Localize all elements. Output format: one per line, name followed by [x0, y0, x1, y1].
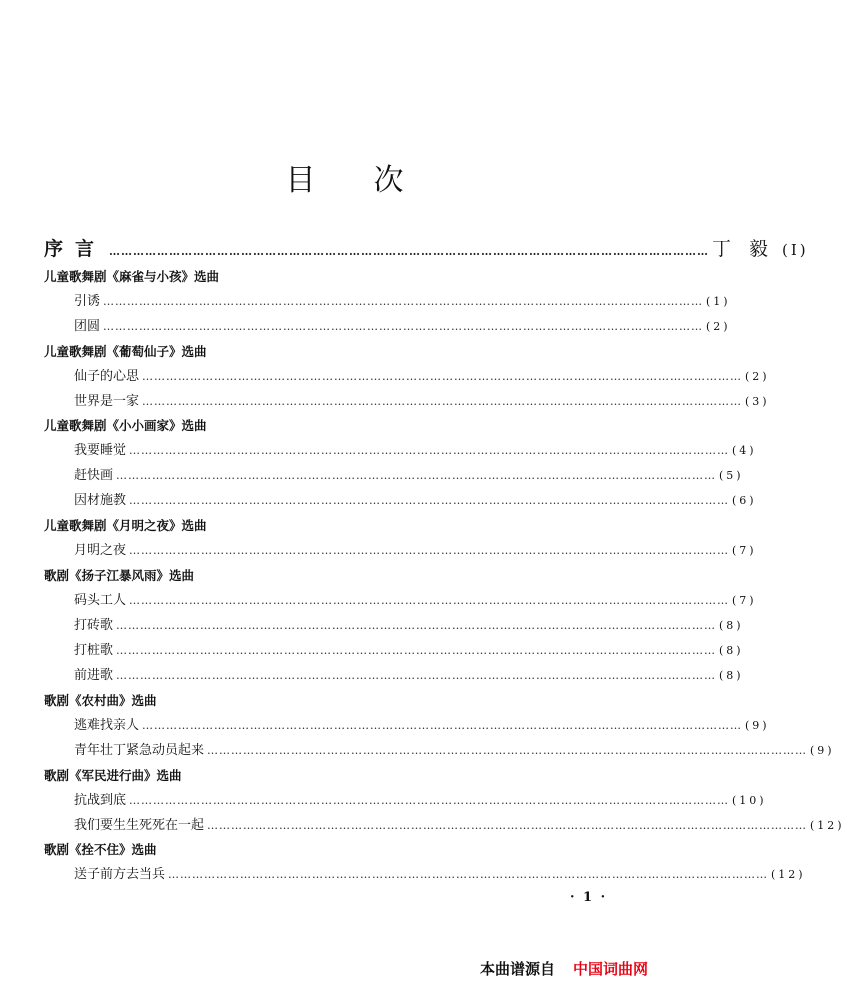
preface-label: 序言: [44, 238, 107, 260]
entry-title: 我要睡觉: [74, 443, 127, 458]
entry-title: 打砖歌: [74, 618, 114, 633]
entry-page: (7): [732, 544, 757, 557]
entry-page: (10): [732, 794, 767, 807]
dot-leader: ……………………………………………………………………………………………………………………………………: [142, 395, 743, 408]
entry-page: (9): [745, 719, 770, 732]
page-title-char-2: 次: [373, 163, 404, 198]
dot-leader: ……………………………………………………………………………………………………………………………………: [116, 644, 717, 657]
entry-page: (1): [706, 295, 731, 308]
entry-title: 世界是一家: [74, 394, 140, 409]
entry-page: (9): [810, 744, 835, 757]
toc-entry[interactable]: [44, 489, 757, 508]
dot-leader: ……………………………………………………………………………………………………………………………………: [142, 719, 743, 732]
section-heading: 儿童歌舞剧《葡萄仙子》选曲: [44, 344, 207, 359]
dot-leader: ……………………………………………………………………………………………………………………………………: [103, 295, 704, 308]
entry-page: (8): [719, 644, 744, 657]
dot-leader: ……………………………………………………………………………………………………………………………………: [207, 744, 808, 757]
dot-leader: ……………………………………………………………………………………………………………………………………: [142, 370, 743, 383]
toc-entry[interactable]: [44, 789, 767, 808]
toc-entry[interactable]: [44, 664, 744, 683]
entry-title: 青年壮丁紧急动员起来: [74, 743, 205, 758]
section-heading: 歌剧《农村曲》选曲: [44, 693, 157, 708]
dot-leader: ……………………………………………………………………………………………………………………………………: [116, 669, 717, 682]
watermark-site-name[interactable]: 中国词曲网: [573, 960, 649, 978]
dot-leader: ……………………………………………………………………………………………………………………………………: [129, 444, 730, 457]
page-number: · 1 ·: [570, 890, 608, 905]
toc-entry[interactable]: [44, 739, 835, 758]
entry-title: 引诱: [74, 294, 101, 309]
entry-title: 逃难找亲人: [74, 718, 140, 733]
page-title: [0, 155, 689, 199]
section-heading: 歌剧《军民进行曲》选曲: [44, 768, 182, 783]
entry-page: (6): [732, 494, 757, 507]
toc-entry[interactable]: [44, 439, 757, 458]
source-watermark: [480, 958, 648, 979]
entry-title: 因材施教: [74, 493, 127, 508]
entry-page: (8): [719, 669, 744, 682]
preface-author: 丁毅: [712, 238, 787, 260]
page-title-char-1: 目: [285, 163, 316, 198]
toc-entry[interactable]: [44, 589, 757, 608]
toc-entry[interactable]: [44, 863, 806, 882]
toc-entry[interactable]: [44, 464, 744, 483]
toc-entry[interactable]: [44, 539, 757, 558]
dot-leader: ……………………………………………………………………………………………………………………………………: [103, 320, 704, 333]
dot-leader: ……………………………………………………………………………………………………………………………………: [109, 245, 710, 258]
dot-leader: ……………………………………………………………………………………………………………………………………: [129, 794, 730, 807]
section-heading: 歌剧《扬子江暴风雨》选曲: [44, 568, 195, 583]
toc-entry[interactable]: [44, 290, 731, 309]
preface-page: (I): [782, 241, 809, 259]
preface-entry[interactable]: [44, 234, 809, 261]
toc-entry[interactable]: [44, 814, 845, 833]
toc-entry[interactable]: [44, 714, 770, 733]
entry-page: (12): [771, 868, 806, 881]
toc-entry[interactable]: [44, 365, 770, 384]
section-heading: 儿童歌舞剧《小小画家》选曲: [44, 418, 207, 433]
entry-title: 月明之夜: [74, 543, 127, 558]
entry-page: (3): [745, 395, 770, 408]
entry-page: (2): [706, 320, 731, 333]
entry-title: 仙子的心思: [74, 369, 140, 384]
entry-title: 前进歌: [74, 668, 114, 683]
dot-leader: ……………………………………………………………………………………………………………………………………: [129, 594, 730, 607]
entry-title: 抗战到底: [74, 793, 127, 808]
entry-title: 赶快画: [74, 468, 114, 483]
section-heading: 儿童歌舞剧《月明之夜》选曲: [44, 518, 207, 533]
dot-leader: ……………………………………………………………………………………………………………………………………: [116, 619, 717, 632]
entry-title: 打桩歌: [74, 643, 114, 658]
section-heading: 儿童歌舞剧《麻雀与小孩》选曲: [44, 269, 220, 284]
toc-entry[interactable]: [44, 639, 744, 658]
dot-leader: ……………………………………………………………………………………………………………………………………: [168, 868, 769, 881]
toc-entry[interactable]: [44, 315, 731, 334]
entry-title: 团圆: [74, 319, 101, 334]
dot-leader: ……………………………………………………………………………………………………………………………………: [129, 544, 730, 557]
entry-page: (4): [732, 444, 757, 457]
entry-title: 送子前方去当兵: [74, 867, 166, 882]
toc-entry[interactable]: [44, 390, 770, 409]
entry-title: 码头工人: [74, 593, 127, 608]
dot-leader: ……………………………………………………………………………………………………………………………………: [129, 494, 730, 507]
entry-page: (5): [719, 469, 744, 482]
entry-page: (2): [745, 370, 770, 383]
entry-page: (12): [810, 819, 845, 832]
entry-page: (7): [732, 594, 757, 607]
entry-title: 我们要生生死死在一起: [74, 818, 205, 833]
entry-page: (8): [719, 619, 744, 632]
watermark-text: 本曲谱源自: [480, 960, 556, 978]
section-heading: 歌剧《拴不住》选曲: [44, 842, 157, 857]
dot-leader: ……………………………………………………………………………………………………………………………………: [116, 469, 717, 482]
toc-entry[interactable]: [44, 614, 744, 633]
dot-leader: ……………………………………………………………………………………………………………………………………: [207, 819, 808, 832]
